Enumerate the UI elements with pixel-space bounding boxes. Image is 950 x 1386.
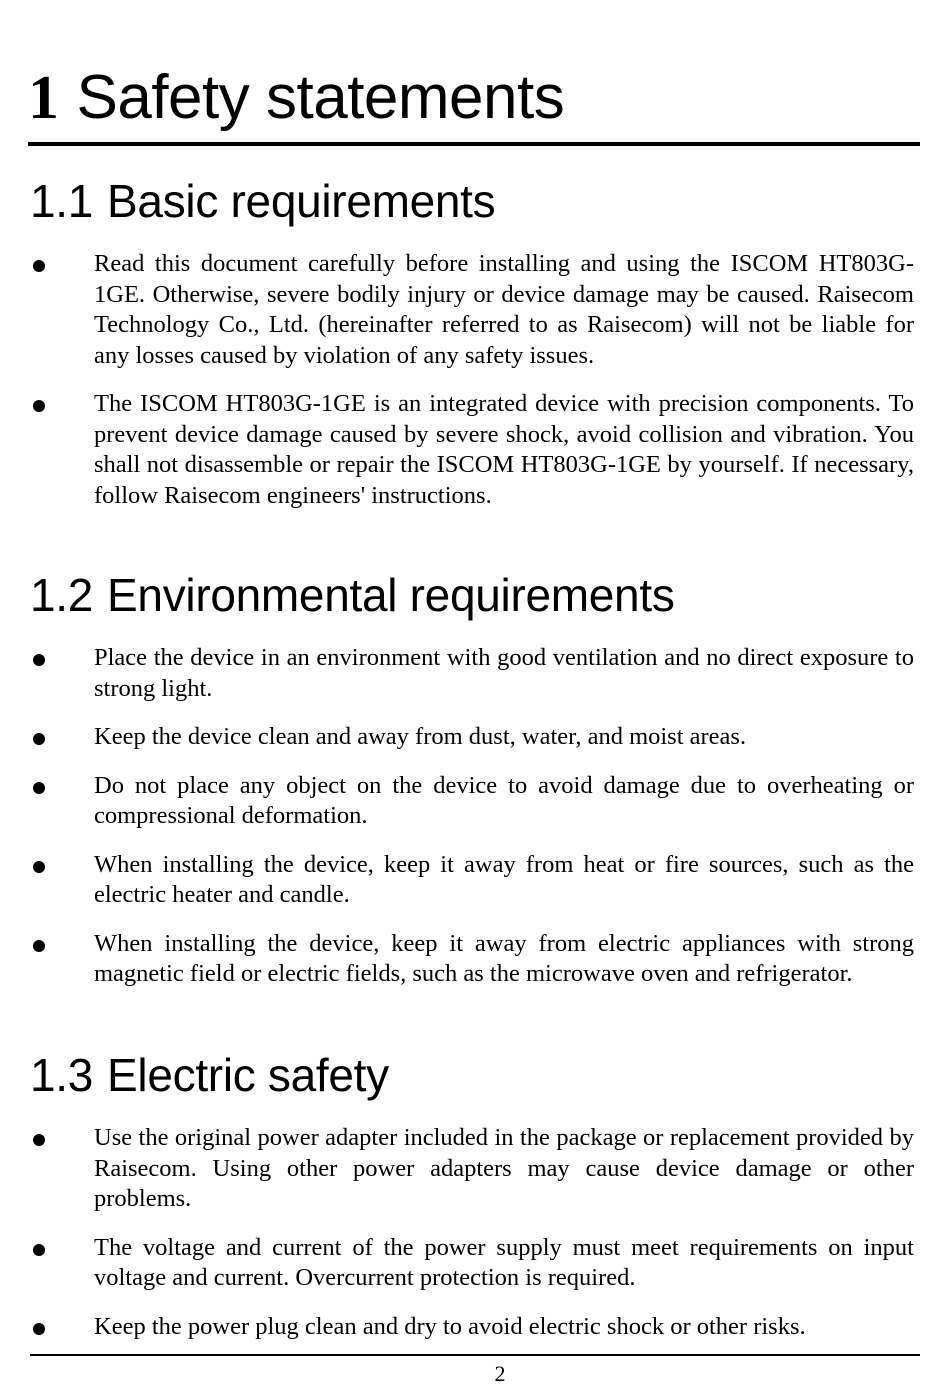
list-item-text: When installing the device, keep it away from heat or fire sources, such as the electric heater and candle. bbox=[94, 850, 914, 908]
list-item bbox=[0, 389, 950, 511]
bullet-icon bbox=[33, 654, 45, 666]
section-title-basic-requirements bbox=[30, 174, 495, 228]
list-item bbox=[0, 850, 950, 911]
chapter-number: 1 bbox=[28, 64, 59, 132]
bullet-icon bbox=[33, 861, 45, 873]
list-item bbox=[0, 1233, 950, 1294]
list-item-text: Keep the power plug clean and dry to avoid electric shock or other risks. bbox=[94, 1312, 806, 1340]
bullet-icon bbox=[33, 1244, 45, 1256]
list-item bbox=[0, 249, 950, 371]
footer-divider bbox=[30, 1354, 920, 1356]
electric-safety-list bbox=[0, 1123, 950, 1360]
list-item bbox=[0, 1123, 950, 1215]
list-item-text: Read this document carefully before installing and using the ISCOM HT803G-1GE. Otherwise, severe bodily injury or device damage may be caused. Raisecom Technology Co., Ltd. (hereinafter referred to as Raisecom) will not be liable for any losses caused by violation of any safety issues. bbox=[94, 250, 914, 369]
section-title-electric-safety bbox=[30, 1048, 389, 1102]
page-number: 2 bbox=[494, 1361, 506, 1386]
basic-requirements-list bbox=[0, 249, 950, 529]
section-title-text: Basic requirements bbox=[107, 175, 496, 227]
list-item bbox=[0, 929, 950, 990]
section-title-text: Electric safety bbox=[107, 1049, 389, 1101]
list-item-text: Use the original power adapter included in the package or replacement provided by Raisecom. Using other power adapters may cause device damage or other problems. bbox=[94, 1124, 914, 1212]
bullet-icon bbox=[33, 940, 45, 952]
bullet-icon bbox=[33, 782, 45, 794]
list-item-text: When installing the device, keep it away from electric appliances with strong magnetic field or electric fields, such as the microwave oven and refrigerator. bbox=[94, 929, 914, 987]
list-item bbox=[0, 1312, 950, 1343]
bullet-icon bbox=[33, 400, 45, 412]
list-item bbox=[0, 722, 950, 753]
list-item-text: Place the device in an environment with good ventilation and no direct exposure to strong light. bbox=[94, 644, 914, 702]
list-item-text: The voltage and current of the power supply must meet requirements on input voltage and current. Overcurrent protection is required. bbox=[94, 1233, 914, 1291]
bullet-icon bbox=[33, 733, 45, 745]
section-number: 1.2 bbox=[30, 569, 94, 621]
list-item-text: Keep the device clean and away from dust, water, and moist areas. bbox=[94, 723, 747, 750]
list-item bbox=[0, 771, 950, 832]
chapter-title-text: Safety statements bbox=[76, 63, 565, 132]
section-title-environmental-requirements bbox=[30, 568, 675, 622]
bullet-icon bbox=[33, 260, 45, 272]
list-item bbox=[0, 643, 950, 704]
section-number: 1.1 bbox=[30, 175, 94, 227]
bullet-icon bbox=[33, 1323, 45, 1335]
list-item-text: Do not place any object on the device to avoid damage due to overheating or compressional deformation. bbox=[94, 771, 914, 829]
section-title-text: Environmental requirements bbox=[107, 569, 675, 621]
environmental-requirements-list bbox=[0, 643, 950, 1008]
bullet-icon bbox=[33, 1134, 45, 1146]
chapter-divider bbox=[28, 142, 920, 146]
chapter-title bbox=[28, 62, 564, 134]
section-number: 1.3 bbox=[30, 1049, 94, 1101]
list-item-text: The ISCOM HT803G-1GE is an integrated device with precision components. To prevent device damage caused by severe shock, avoid collision and vibration. You shall not disassemble or repair the ISCOM HT803G-1GE by yourself. If necessary, follow Raisecom engineers' instructions. bbox=[94, 390, 914, 509]
